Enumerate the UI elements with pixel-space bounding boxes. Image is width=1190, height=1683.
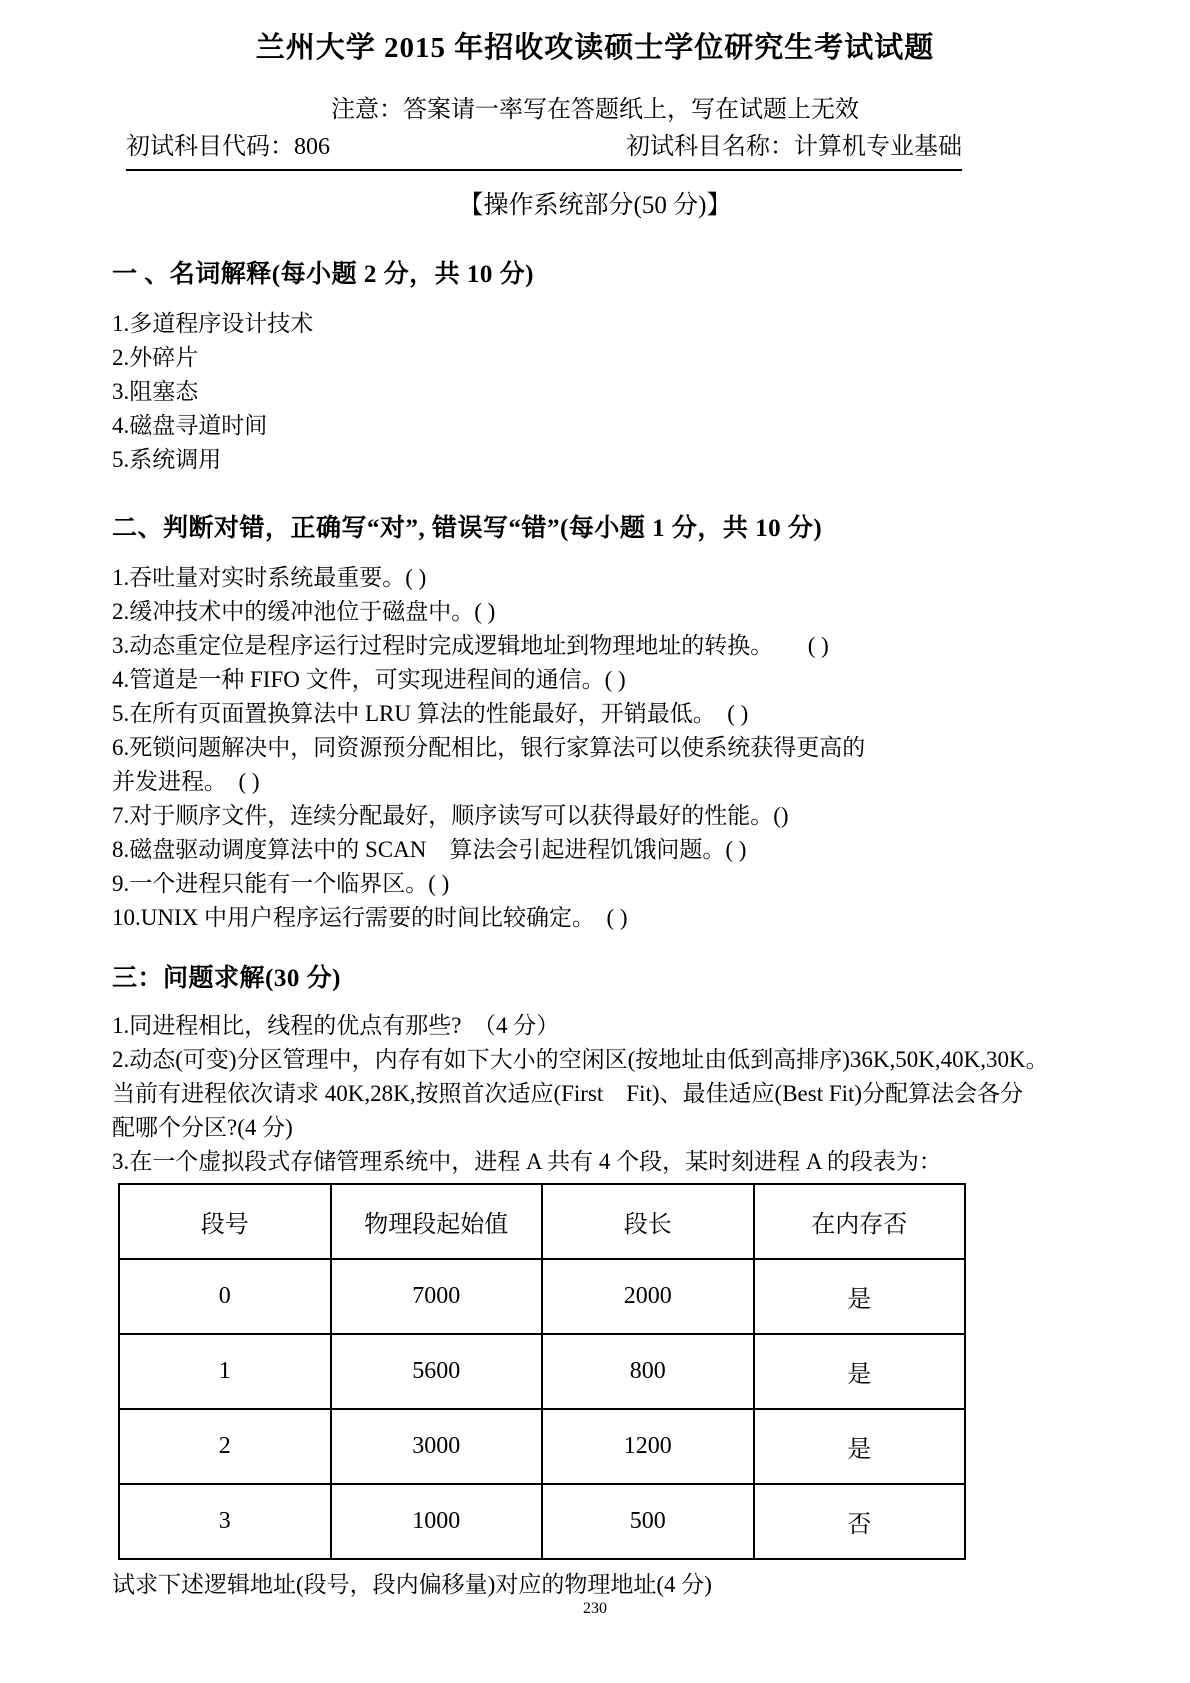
table-row xyxy=(119,1409,965,1484)
question-line: 5.系统调用 xyxy=(112,447,222,472)
table-header-cell: 在内存否 xyxy=(754,1184,966,1259)
page-title: 兰州大学 2015 年招收攻读硕士学位研究生考试试题 xyxy=(255,32,935,64)
table-cell: 是 xyxy=(754,1409,966,1484)
question-line: 4.磁盘寻道时间 xyxy=(112,413,268,438)
question-line: 7.对于顺序文件，连续分配最好，顺序读写可以获得最好的性能。() xyxy=(112,803,789,828)
question-line: 1.多道程序设计技术 xyxy=(112,311,314,336)
question-line: 10.UNIX 中用户程序运行需要的时间比较确定。 ( ) xyxy=(112,905,628,930)
question-line: 3.阻塞态 xyxy=(112,379,199,404)
section-lines xyxy=(112,1009,1078,1179)
table-cell: 5600 xyxy=(331,1334,543,1409)
subject-row xyxy=(126,131,962,171)
question-line: 6.死锁问题解决中，同资源预分配相比，银行家算法可以使系统获得更高的 xyxy=(112,735,866,760)
table-cell: 2 xyxy=(119,1409,331,1484)
question-line: 2.缓冲技术中的缓冲池位于磁盘中。( ) xyxy=(112,599,496,624)
question-line: 当前有进程依次请求 40K,28K,按照首次适应(First Fit)、最佳适应(Best Fit)分配算法会各分 xyxy=(112,1081,1024,1106)
subject-name: 初试科目名称：计算机专业基础 xyxy=(626,134,962,160)
section-term-definitions xyxy=(112,257,1078,477)
table-header-cell: 段号 xyxy=(119,1184,331,1259)
table-cell: 是 xyxy=(754,1334,966,1409)
question-line: 4.管道是一种 FIFO 文件，可实现进程间的通信。( ) xyxy=(112,667,626,692)
question-footnote: 试求下述逻辑地址(段号，段内偏移量)对应的物理地址(4 分) xyxy=(112,1572,712,1597)
table-cell: 7000 xyxy=(331,1259,543,1334)
part-header: 【操作系统部分(50 分)】 xyxy=(458,192,732,219)
table-cell: 800 xyxy=(542,1334,754,1409)
question-line: 配哪个分区?(4 分) xyxy=(112,1115,293,1140)
table-cell: 2000 xyxy=(542,1259,754,1334)
table-cell: 1 xyxy=(119,1334,331,1409)
section-true-false xyxy=(112,511,1078,935)
table-header-cell: 物理段起始值 xyxy=(331,1184,543,1259)
table-header-cell: 段长 xyxy=(542,1184,754,1259)
question-line: 3.在一个虚拟段式存储管理系统中，进程 A 共有 4 个段，某时刻进程 A 的段表为： xyxy=(112,1149,942,1174)
section-lines xyxy=(112,307,1078,477)
table-cell: 500 xyxy=(542,1484,754,1559)
section-problem-solving xyxy=(112,961,1078,1179)
table-cell: 0 xyxy=(119,1259,331,1334)
notice-line: 注意：答案请一率写在答题纸上，写在试题上无效 xyxy=(331,97,859,123)
question-line: 2.外碎片 xyxy=(112,345,199,370)
question-line: 8.磁盘驱动调度算法中的 SCAN 算法会引起进程饥饿问题。( ) xyxy=(112,837,747,862)
table-row xyxy=(119,1259,965,1334)
question-line: 9.一个进程只能有一个临界区。( ) xyxy=(112,871,450,896)
table-row xyxy=(119,1334,965,1409)
section-heading: 三：问题求解(30 分) xyxy=(112,965,341,992)
table-cell: 是 xyxy=(754,1259,966,1334)
question-line: 1.吞吐量对实时系统最重要。( ) xyxy=(112,565,427,590)
question-line: 3.动态重定位是程序运行过程时完成逻辑地址到物理地址的转换。 ( ) xyxy=(112,633,829,658)
question-line: 并发进程。 ( ) xyxy=(112,769,260,794)
segment-table xyxy=(118,1183,966,1560)
segment-table-header-row xyxy=(119,1184,965,1259)
question-line: 2.动态(可变)分区管理中，内存有如下大小的空闲区(按地址由低到高排序)36K,50K,40K,30K。 xyxy=(112,1047,1049,1072)
section-lines xyxy=(112,561,1078,935)
table-cell: 3000 xyxy=(331,1409,543,1484)
question-line: 1.同进程相比，线程的优点有那些? （4 分） xyxy=(112,1013,560,1038)
page-number: 230 xyxy=(583,1600,607,1617)
table-cell: 1200 xyxy=(542,1409,754,1484)
section-heading: 一 、名词解释(每小题 2 分，共 10 分) xyxy=(112,261,534,288)
table-cell: 否 xyxy=(754,1484,966,1559)
section-heading: 二、判断对错，正确写“对”, 错误写“错”(每小题 1 分，共 10 分) xyxy=(112,515,823,542)
table-cell: 3 xyxy=(119,1484,331,1559)
question-line: 5.在所有页面置换算法中 LRU 算法的性能最好，开销最低。 ( ) xyxy=(112,701,749,726)
subject-code: 初试科目代码：806 xyxy=(126,134,330,160)
table-cell: 1000 xyxy=(331,1484,543,1559)
table-row xyxy=(119,1484,965,1559)
